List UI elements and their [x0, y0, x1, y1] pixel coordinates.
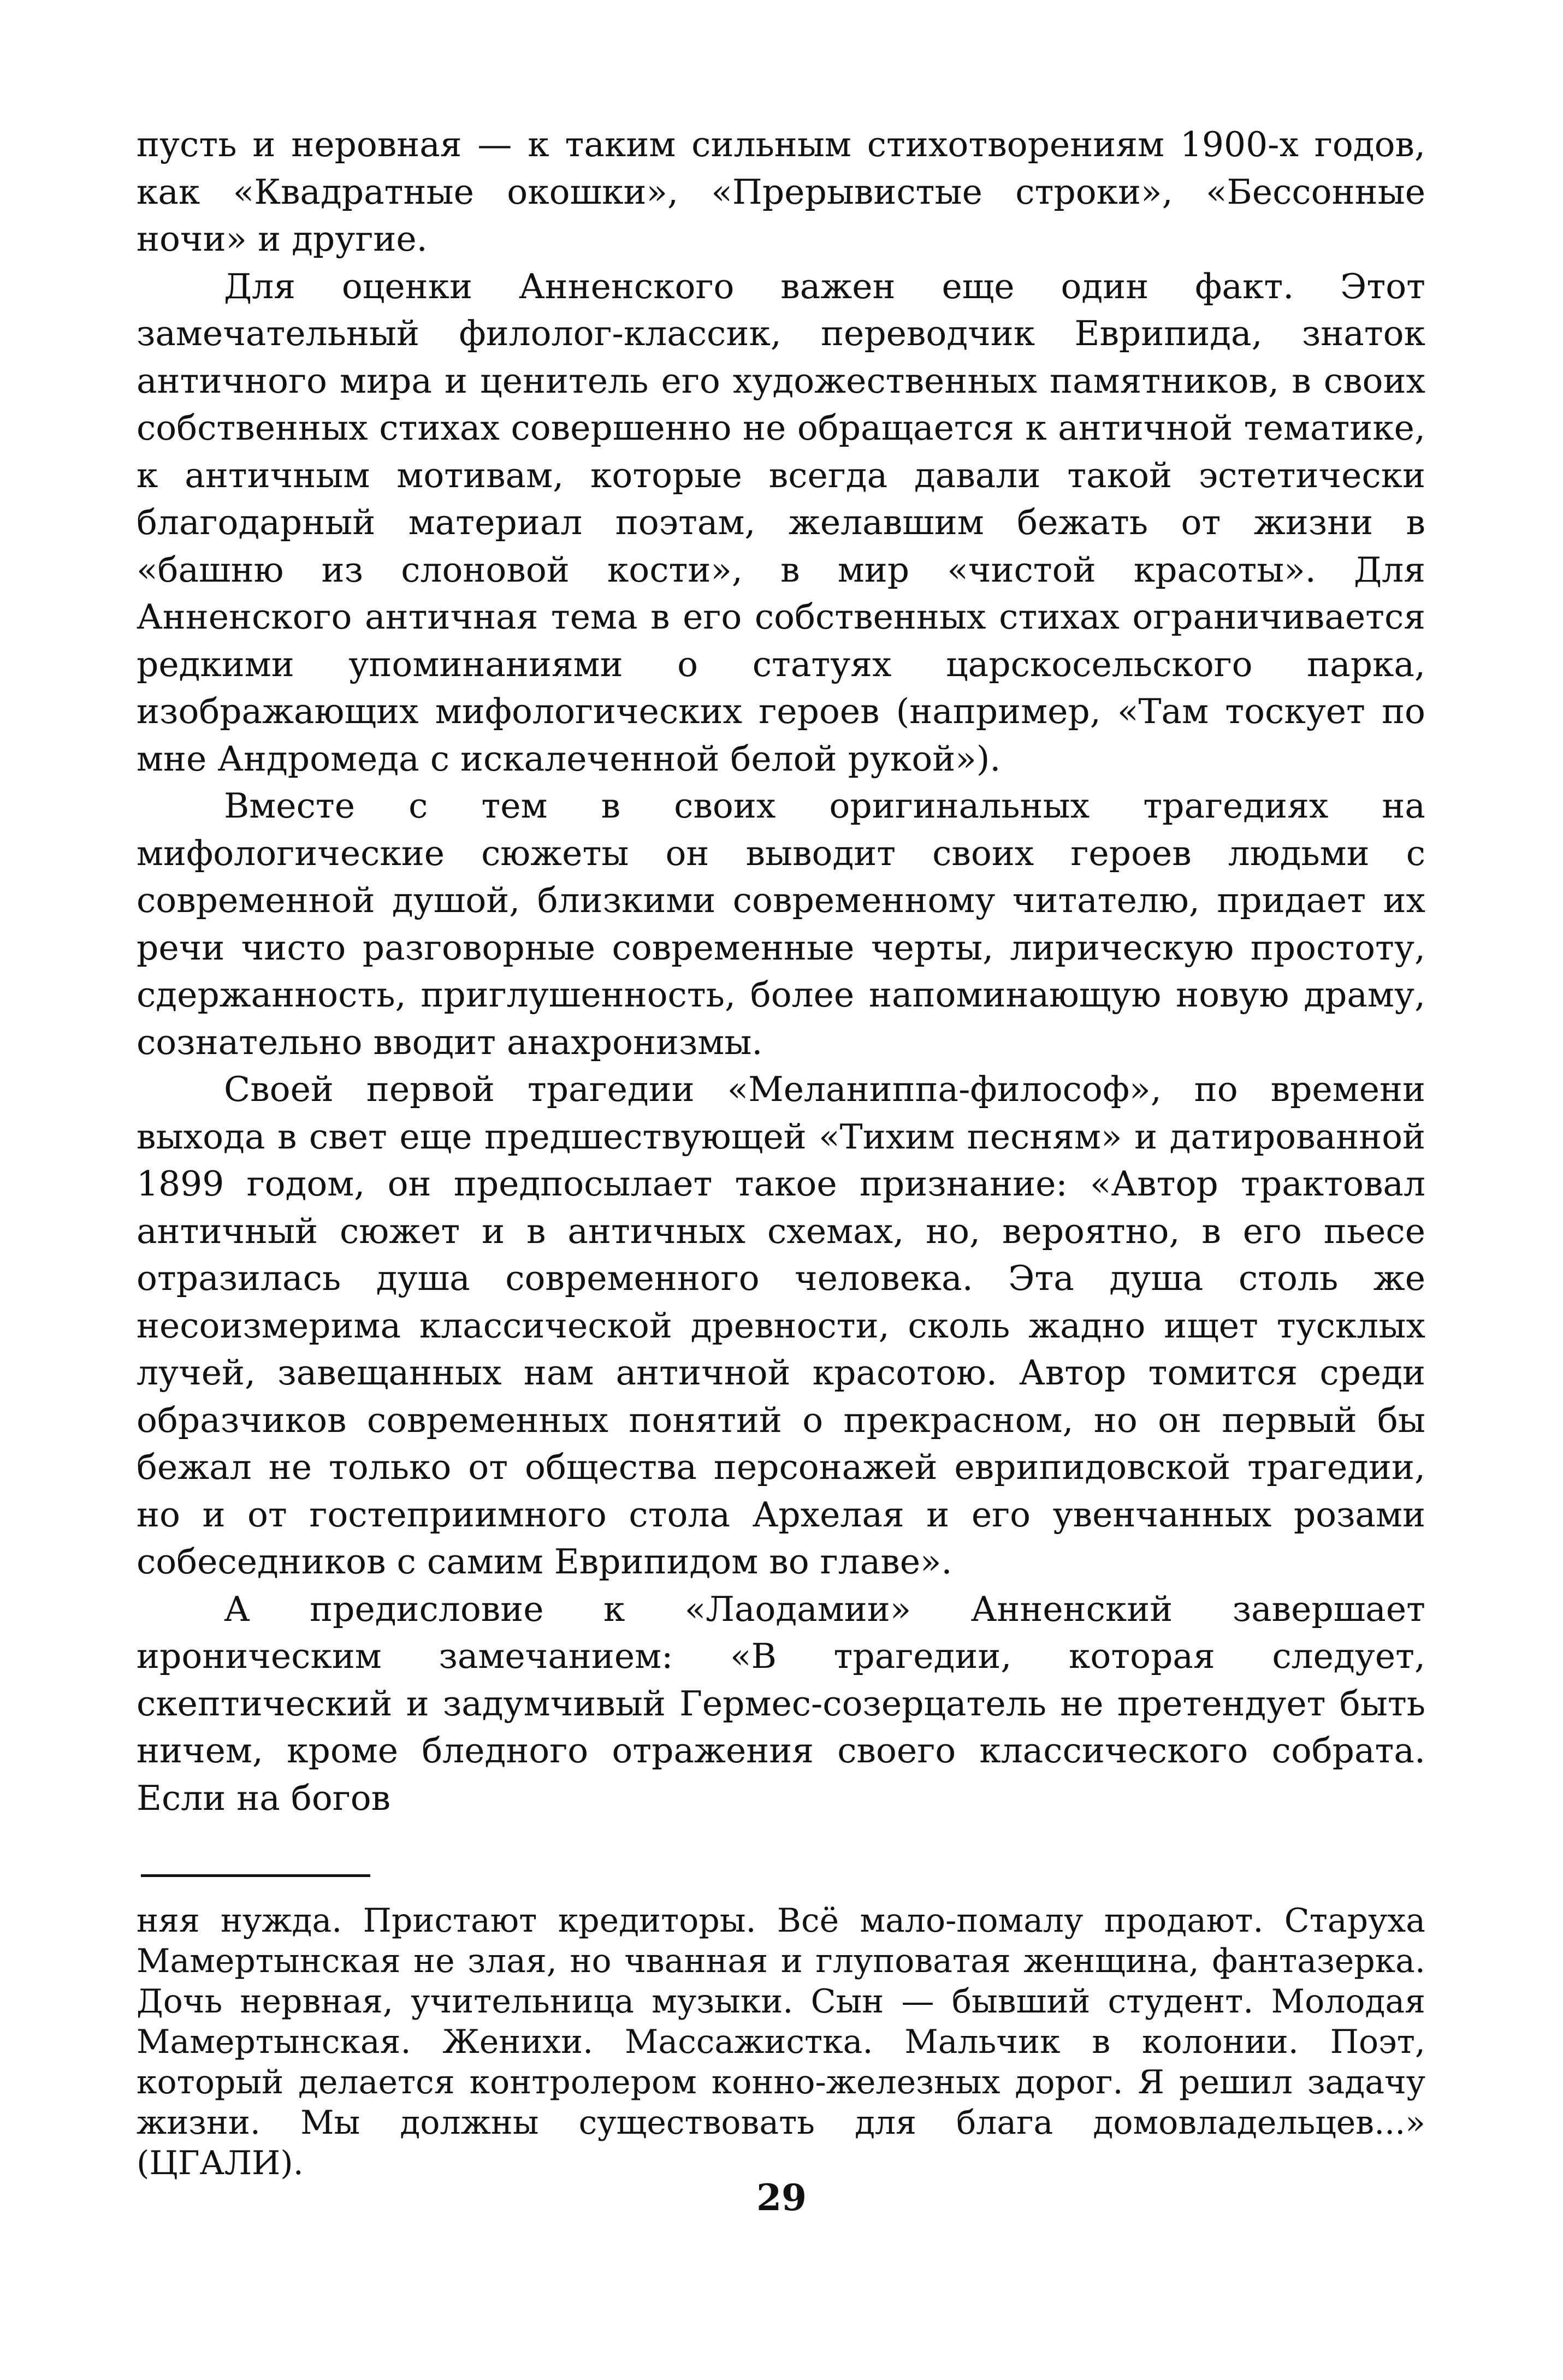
- paragraph-1: пусть и неровная — к таким сильным стихотворениям 1900-х годов, как «Квадратные окошки», «Прерывистые строки», «Бессонные ночи» и другие.: [137, 125, 1425, 259]
- footnote-text: няя нужда. Пристают кредиторы. Всё мало-помалу продают. Старуха Мамертынская не злая, но чванная и глуповатая женщина, фантазерка. Дочь нервная, учительница музыки. Сын — бывший студент. Молодая Мамертынская. Женихи. Массажистка. Мальчик в колонии. Поэт, который делается контролером конно-железных дорог. Я решил задачу жизни. Мы должны существовать для блага домовладельцев...» (ЦГАЛИ).: [137, 1902, 1425, 2182]
- paragraph-4: Своей первой трагедии «Меланиппа-философ», по времени выхода в свет еще предшествующей «Тихим песням» и датированной 1899 годом, он предпосылает такое признание: «Автор трактовал античный сюжет и в античных схемах, но, вероятно, в его пьесе отразилась душа современного человека. Эта душа столь же несоизмерима классической древности, сколь жадно ищет тусклых лучей, завещанных нам античной красотою. Автор томится среди образчиков современных понятий о прекрасном, но он первый бы бежал не только от общества персонажей еврипидовской трагедии, но и от гостеприимного стола Архелая и его увенчанных розами собеседников с самим Еврипидом во главе».: [137, 1069, 1425, 1582]
- page-number: 29: [756, 2176, 807, 2219]
- paragraph-3: Вместе с тем в своих оригинальных трагедиях на мифологические сюжеты он выводит своих героев людьми с современной душой, близкими современному читателю, придает их речи чисто разговорные современные черты, лирическую простоту, сдержанность, приглушенность, более напоминающую новую драму, сознательно вводит анахронизмы.: [137, 786, 1425, 1062]
- footnote-divider: [141, 1874, 370, 1877]
- footnote: [137, 1901, 1425, 2183]
- paragraph-5: А предисловие к «Лаодамии» Анненский завершает ироническим замечанием: «В трагедии, которая следует, скептический и задумчивый Гермес-созерцатель не претендует быть ничем, кроме бледного отражения своего классического собрата. Если на богов: [137, 1589, 1425, 1818]
- paragraph-2: Для оценки Анненского важен еще один факт. Этот замечательный филолог-классик, переводчик Еврипида, знаток античного мира и ценитель его художественных памятников, в своих собственных стихах совершенно не обращается к античной тематике, к античным мотивам, которые всегда давали такой эстетически благодарный материал поэтам, желавшим бежать от жизни в «башню из слоновой кости», в мир «чистой красоты». Для Анненского античная тема в его собственных стихах ограничивается редкими упоминаниями о статуях царскосельского парка, изображающих мифологических героев (например, «Там тоскует по мне Андромеда с искалеченной белой рукой»).: [137, 266, 1425, 779]
- main-text: [137, 121, 1425, 1822]
